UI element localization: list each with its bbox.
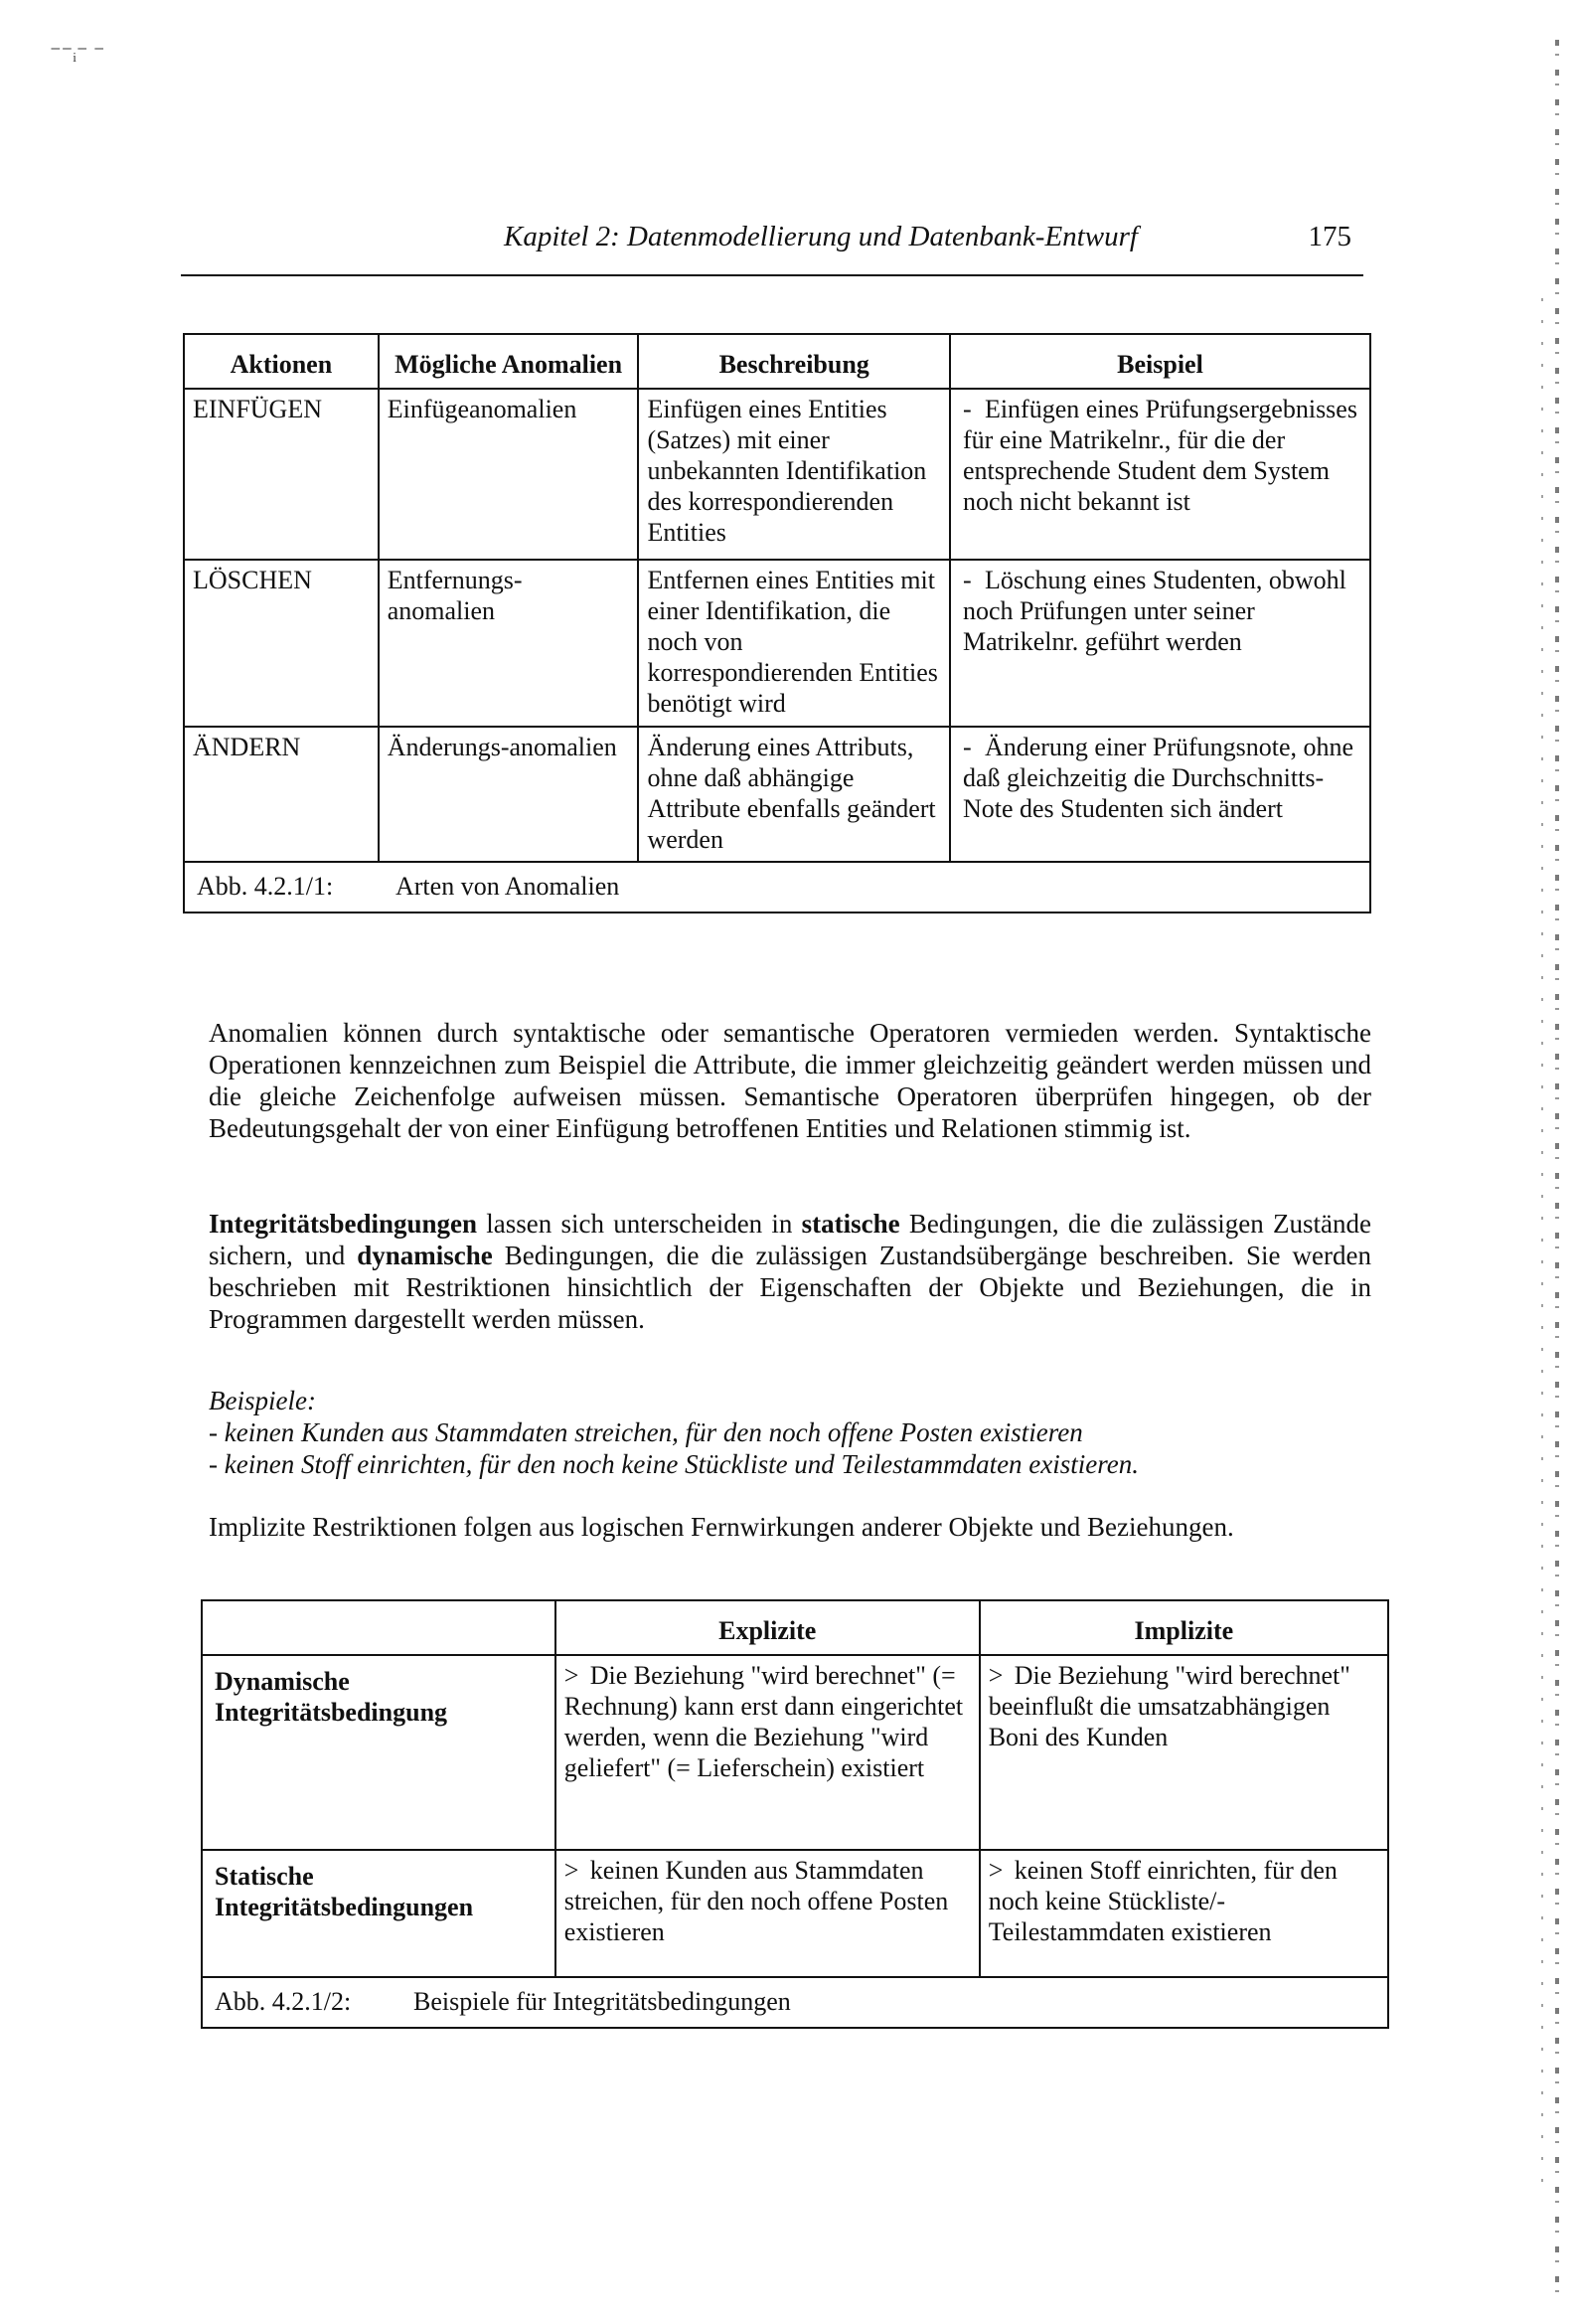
anomalies-table <box>183 333 1371 913</box>
dash-marker: - <box>962 566 972 594</box>
column-header-empty <box>202 1600 555 1655</box>
implicit-text: keinen Stoff einrichten, für den noch keine Stückliste/-Teilestammdaten existieren <box>988 1856 1338 1946</box>
marker: > <box>988 1856 1004 1885</box>
examples-block <box>209 1385 1371 1480</box>
paragraph-integritaet <box>209 1208 1371 1335</box>
example-cell <box>950 389 1370 560</box>
table-row <box>202 1655 1388 1850</box>
description-cell: Einfügen eines Entities (Satzes) mit einer unbekannten Identifikation des korrespondierenden Entities <box>638 389 950 560</box>
scan-artifact: ⁻⁻ᵢ⁻ ⁻ <box>50 40 105 65</box>
action-cell: EINFÜGEN <box>184 389 379 560</box>
table-row <box>184 727 1370 862</box>
chapter-title: Kapitel 2: Datenmodellierung und Datenbank-Entwurf <box>504 221 1138 252</box>
table-row <box>202 1850 1388 1977</box>
anomaly-cell: Änderungs-anomalien <box>379 727 639 862</box>
paragraph-text: lassen sich unterscheiden in <box>477 1209 802 1239</box>
dash-marker: - <box>962 733 972 761</box>
marker: > <box>563 1856 579 1885</box>
figure-caption-row <box>184 862 1370 913</box>
marker: > <box>988 1661 1004 1690</box>
caption-number: Abb. 4.2.1/1: <box>197 872 334 901</box>
explicit-cell <box>555 1850 980 1977</box>
term-statische: statische <box>801 1209 900 1239</box>
explicit-cell <box>555 1655 980 1850</box>
page-header <box>181 211 1363 276</box>
marker: > <box>563 1661 579 1690</box>
example-text: Änderung einer Prüfungsnote, ohne daß gleichzeitig die Durchschnitts-Note des Studenten sich ändert <box>962 733 1354 823</box>
implicit-cell <box>980 1655 1388 1850</box>
integrity-table <box>201 1599 1389 2029</box>
paragraph-implizite: Implizite Restriktionen folgen aus logischen Fernwirkungen anderer Objekte und Beziehungen. <box>209 1512 1234 1542</box>
scan-edge-shadow-inner <box>1541 298 1543 2187</box>
row-label: Dynamische Integritätsbedingung <box>202 1655 555 1850</box>
description-cell: Entfernen eines Entities mit einer Identifikation, die noch von korrespondierenden Entities benötigt wird <box>638 560 950 727</box>
scan-edge-shadow <box>1555 40 1559 2306</box>
example-item: - keinen Stoff einrichten, für den noch keine Stückliste und Teilestammdaten existieren. <box>209 1449 1140 1479</box>
example-text: Löschung eines Studenten, obwohl noch Prüfungen unter seiner Matrikelnr. geführt werden <box>962 566 1346 656</box>
caption-text: Arten von Anomalien <box>395 872 620 901</box>
example-cell <box>950 727 1370 862</box>
anomaly-cell: Entfernungs-anomalien <box>379 560 639 727</box>
row-label: Statische Integritätsbedingungen <box>202 1850 555 1977</box>
term-integritaetsbedingungen: Integritätsbedingungen <box>209 1209 478 1239</box>
paragraph-anomalien: Anomalien können durch syntaktische oder semantische Operatoren vermieden werden. Syntaktische Operationen kennzeichnen zum Beispiel die Attribute, die immer gleichzeitig geändert werden müssen und die gleiche Zeichenfolge aufweisen müssen. Semantische Operatoren überprüfen hingegen, ob der Bedeutungsgehalt der von einer Einfügung betroffenen Entities und Relationen stimmig ist. <box>209 1018 1371 1143</box>
caption-text: Beispiele für Integritätsbedingungen <box>413 1987 791 2016</box>
implicit-cell <box>980 1850 1388 1977</box>
explicit-text: Die Beziehung "wird berechnet" (= Rechnung) kann erst dann eingerichtet werden, wenn die Beziehung "wird geliefert" (= Lieferschein) existiert <box>563 1661 964 1782</box>
implicit-text: Die Beziehung "wird berechnet" beeinflußt die umsatzabhängigen Boni des Kunden <box>988 1661 1350 1751</box>
explicit-text: keinen Kunden aus Stammdaten streichen, für den noch offene Posten existieren <box>563 1856 949 1946</box>
column-header-implizite: Implizite <box>980 1600 1388 1655</box>
column-header-aktionen: Aktionen <box>184 334 379 389</box>
table-row <box>184 560 1370 727</box>
figure-caption <box>184 862 1370 913</box>
table-header-row <box>184 334 1370 389</box>
column-header-explizite: Explizite <box>555 1600 980 1655</box>
figure-caption <box>202 1977 1388 2028</box>
column-header-beschreibung: Beschreibung <box>638 334 950 389</box>
column-header-beispiel: Beispiel <box>950 334 1370 389</box>
description-cell: Änderung eines Attributs, ohne daß abhängige Attribute ebenfalls geändert werden <box>638 727 950 862</box>
example-text: Einfügen eines Prüfungsergebnisses für eine Matrikelnr., für die der entsprechende Student dem System noch nicht bekannt ist <box>962 395 1357 516</box>
example-cell <box>950 560 1370 727</box>
table-row <box>184 389 1370 560</box>
paragraph-text: Bedingungen, die die zulässigen Zustandsübergänge beschreiben. Sie werden beschrieben mit Restriktionen hinsichtlich der Eigenschaften der Objekte und Beziehungen, die in Programmen dargestellt werden müssen. <box>209 1241 1371 1334</box>
term-dynamische: dynamische <box>357 1241 493 1270</box>
action-cell: ÄNDERN <box>184 727 379 862</box>
page-number: 175 <box>1308 221 1351 252</box>
column-header-anomalien: Mögliche Anomalien <box>379 334 639 389</box>
paragraph-text: Bedingungen, die die zulässigen Zustände sichern, und <box>209 1209 1371 1270</box>
examples-heading: Beispiele: <box>209 1386 316 1415</box>
table-header-row <box>202 1600 1388 1655</box>
figure-caption-row <box>202 1977 1388 2028</box>
caption-number: Abb. 4.2.1/2: <box>215 1987 352 2016</box>
action-cell: LÖSCHEN <box>184 560 379 727</box>
example-item: - keinen Kunden aus Stammdaten streichen, für den noch offene Posten existieren <box>209 1417 1083 1447</box>
anomaly-cell: Einfügeanomalien <box>379 389 639 560</box>
dash-marker: - <box>962 395 972 423</box>
